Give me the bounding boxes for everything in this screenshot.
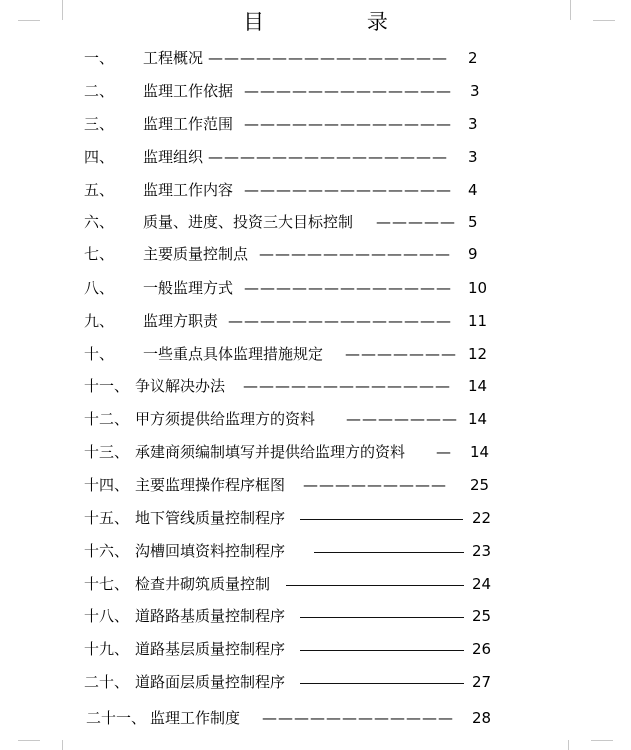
toc-leader: — bbox=[436, 443, 452, 461]
toc-page-number: 9 bbox=[468, 245, 478, 263]
toc-entry-number: 四、 bbox=[84, 148, 115, 166]
toc-entry-title: 地下管线质量控制程序 bbox=[135, 509, 286, 527]
toc-entry-number: 十三、 bbox=[84, 443, 130, 461]
toc-entry-number: 十、 bbox=[84, 345, 115, 363]
toc-entry-title: 道路基层质量控制程序 bbox=[135, 640, 286, 658]
toc-entry-title: 监理组织 bbox=[143, 148, 204, 166]
page-title: 目 录 bbox=[243, 10, 436, 34]
toc-entry-title: 一般监理方式 bbox=[143, 279, 234, 297]
toc-leader: ————————————— bbox=[244, 115, 452, 133]
margin-corner-mark bbox=[568, 740, 591, 750]
toc-leader bbox=[286, 585, 464, 586]
toc-entry-title: 检查井砌筑质量控制 bbox=[135, 575, 271, 593]
toc-leader bbox=[314, 552, 464, 553]
toc-entry-number: 一、 bbox=[84, 49, 115, 67]
toc-entry-number: 八、 bbox=[84, 279, 115, 297]
margin-corner-mark bbox=[18, 740, 40, 741]
toc-leader: ——————————————— bbox=[208, 49, 448, 67]
toc-leader: ————— bbox=[376, 213, 456, 231]
toc-entry-title: 主要监理操作程序框图 bbox=[135, 476, 286, 494]
toc-page-number: 5 bbox=[468, 213, 478, 231]
toc-entry-title: 监理工作范围 bbox=[143, 115, 234, 133]
toc-entry-title: 甲方须提供给监理方的资料 bbox=[135, 410, 316, 428]
toc-entry-number: 十六、 bbox=[84, 542, 130, 560]
toc-page-number: 27 bbox=[472, 673, 492, 691]
toc-entry[interactable] bbox=[0, 212, 631, 232]
toc-leader: ——————— bbox=[346, 410, 458, 428]
toc-page-number: 2 bbox=[468, 49, 478, 67]
toc-entry[interactable] bbox=[0, 376, 631, 396]
toc-page-number: 11 bbox=[468, 312, 488, 330]
toc-entry-title: 道路面层质量控制程序 bbox=[135, 673, 286, 691]
toc-entry-number: 十一、 bbox=[84, 377, 130, 395]
toc-entry-title: 工程概况 bbox=[143, 49, 204, 67]
toc-page-number: 14 bbox=[468, 377, 488, 395]
toc-entry-title: 监理工作内容 bbox=[143, 181, 234, 199]
toc-entry-number: 十七、 bbox=[84, 575, 130, 593]
toc-entry-number: 六、 bbox=[84, 213, 115, 231]
toc-entry-title: 承建商须编制填写并提供给监理方的资料 bbox=[135, 443, 406, 461]
toc-leader bbox=[300, 519, 463, 520]
toc-entry-number: 五、 bbox=[84, 181, 115, 199]
toc-entry[interactable] bbox=[0, 344, 631, 364]
margin-corner-mark bbox=[40, 740, 63, 750]
toc-page-number: 26 bbox=[472, 640, 492, 658]
toc-page-number: 3 bbox=[470, 82, 480, 100]
toc-entry[interactable] bbox=[0, 81, 631, 101]
toc-entry-number: 七、 bbox=[84, 245, 115, 263]
toc-entry-number: 十四、 bbox=[84, 476, 130, 494]
toc-entry-title: 监理方职责 bbox=[143, 312, 219, 330]
toc-entry[interactable] bbox=[0, 574, 631, 594]
toc-entry-number: 二十、 bbox=[84, 673, 130, 691]
toc-page-number: 25 bbox=[470, 476, 490, 494]
toc-entry-number: 二十一、 bbox=[86, 709, 147, 727]
toc-entry-title: 监理工作依据 bbox=[143, 82, 234, 100]
toc-entry-title: 监理工作制度 bbox=[150, 709, 241, 727]
toc-entry-number: 九、 bbox=[84, 312, 115, 330]
toc-entry-number: 十二、 bbox=[84, 410, 130, 428]
toc-leader: ————————————— bbox=[243, 377, 451, 395]
toc-entry[interactable] bbox=[0, 147, 631, 167]
toc-page-number: 3 bbox=[468, 148, 478, 166]
toc-page-number: 3 bbox=[468, 115, 478, 133]
toc-entry[interactable] bbox=[0, 48, 631, 68]
toc-page-number: 28 bbox=[472, 709, 492, 727]
toc-page-number: 12 bbox=[468, 345, 488, 363]
toc-leader: ———————————— bbox=[262, 709, 454, 727]
toc-entry-number: 二、 bbox=[84, 82, 115, 100]
toc-leader bbox=[300, 683, 464, 684]
toc-page-number: 4 bbox=[468, 181, 478, 199]
toc-page-number: 10 bbox=[468, 279, 488, 297]
toc-page-number: 22 bbox=[472, 509, 492, 527]
toc-leader: —————————————— bbox=[228, 312, 452, 330]
toc-leader: ————————————— bbox=[244, 181, 452, 199]
toc-entry[interactable] bbox=[0, 442, 631, 462]
toc-entry-title: 质量、进度、投资三大目标控制 bbox=[143, 213, 354, 231]
toc-leader: ——————— bbox=[345, 345, 457, 363]
toc-page-number: 14 bbox=[468, 410, 488, 428]
toc-entry-title: 道路路基质量控制程序 bbox=[135, 607, 286, 625]
toc-page-number: 24 bbox=[472, 575, 492, 593]
toc-entry[interactable] bbox=[0, 672, 631, 692]
toc-entry[interactable] bbox=[0, 180, 631, 200]
toc-entry-number: 十五、 bbox=[84, 509, 130, 527]
toc-leader bbox=[300, 650, 464, 651]
toc-page-number: 14 bbox=[470, 443, 490, 461]
toc-entry[interactable] bbox=[0, 475, 631, 495]
toc-entry[interactable] bbox=[0, 409, 631, 429]
toc-page-number: 23 bbox=[472, 542, 492, 560]
margin-corner-mark bbox=[591, 740, 613, 741]
toc-leader: ———————————— bbox=[259, 245, 451, 263]
toc-entry-title: 争议解决办法 bbox=[135, 377, 226, 395]
toc-entry-title: 一些重点具体监理措施规定 bbox=[143, 345, 324, 363]
toc-leader bbox=[300, 617, 464, 618]
toc-entry[interactable] bbox=[0, 244, 631, 264]
toc-entry[interactable] bbox=[0, 708, 631, 728]
toc-entry-title: 沟槽回填资料控制程序 bbox=[135, 542, 286, 560]
toc-entry[interactable] bbox=[0, 541, 631, 561]
toc-leader: ——————————————— bbox=[208, 148, 448, 166]
toc-entry-title: 主要质量控制点 bbox=[143, 245, 249, 263]
toc-leader: ————————— bbox=[303, 476, 447, 494]
toc-entry-number: 三、 bbox=[84, 115, 115, 133]
toc-entry[interactable] bbox=[0, 278, 631, 298]
toc-entry[interactable] bbox=[0, 606, 631, 626]
toc-entry[interactable] bbox=[0, 639, 631, 659]
toc-entry[interactable] bbox=[0, 114, 631, 134]
toc-entry[interactable] bbox=[0, 508, 631, 528]
toc-page-number: 25 bbox=[472, 607, 492, 625]
toc-leader: ————————————— bbox=[244, 82, 452, 100]
toc-entry-number: 十九、 bbox=[84, 640, 130, 658]
toc-entry[interactable] bbox=[0, 311, 631, 331]
toc-leader: ————————————— bbox=[244, 279, 452, 297]
toc-entry-number: 十八、 bbox=[84, 607, 130, 625]
